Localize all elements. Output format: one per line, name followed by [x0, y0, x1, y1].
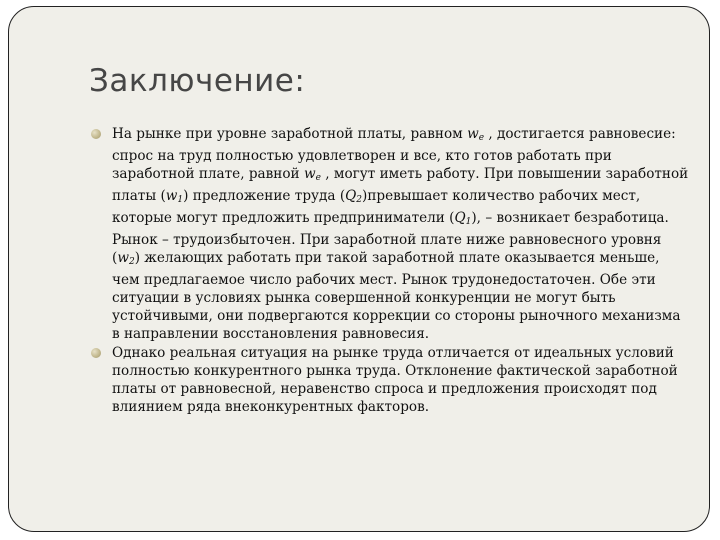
bullet-1-text-part-2: , достигается равновесие: спрос на труд полностью удовлетворен и все, кто готов работать при заработной плате, равной: [112, 126, 676, 182]
math-q-2: $Q_2$: [345, 188, 363, 205]
slide-content: [91, 125, 691, 417]
bullet-dot-icon: [91, 348, 101, 358]
math-w-e-1: $w_e$: [467, 126, 485, 143]
bullet-1-text-part-7: ) желающих работать при такой заработной плате оказывается меньше, чем предлагаемое число рабочих мест. Рынок трудонедостаточен. Обе эти ситуации в условиях рынка совершенной конкуренции не могут быть устойчивыми, они подвергаются коррекции со стороны рыночного механизма в направлении восстановления равновесия.: [112, 250, 681, 342]
math-q-1: $Q_1$: [454, 210, 472, 227]
bullet-1-text-part-4: ) предложение труда (: [183, 188, 346, 204]
bullet-1-text-part-1: На рынке при уровне заработной платы, равном: [112, 126, 468, 142]
bullet-1-text-part-6: ), – возникает безработица. Рынок – трудоизбыточен. При заработной плате ниже равновесного уровня (: [112, 210, 669, 266]
math-w-e-2: $w_e$: [303, 166, 321, 183]
slide-title: Заключение:: [89, 63, 306, 99]
bullet-item-2: [91, 344, 691, 416]
slide-frame: [8, 6, 710, 532]
bullet-item-1: [91, 125, 691, 343]
bullet-1-text-part-5: )превышает количество рабочих мест, которые могут предложить предприниматели (: [112, 188, 641, 226]
bullet-1-text-part-3: , могут иметь работу. При повышении заработной платы (: [112, 166, 689, 204]
math-w-2: $w_2$: [117, 250, 135, 267]
bullet-dot-icon: [91, 129, 101, 139]
bullet-2-text: Однако реальная ситуация на рынке труда отличается от идеальных условий полностью конкурентного рынка труда. Отклонение фактической заработной платы от равновесной, неравенство спроса и предложения происходят под влиянием ряда внеконкурентных факторов.: [112, 345, 678, 415]
math-w-1: $w_1$: [165, 188, 184, 205]
